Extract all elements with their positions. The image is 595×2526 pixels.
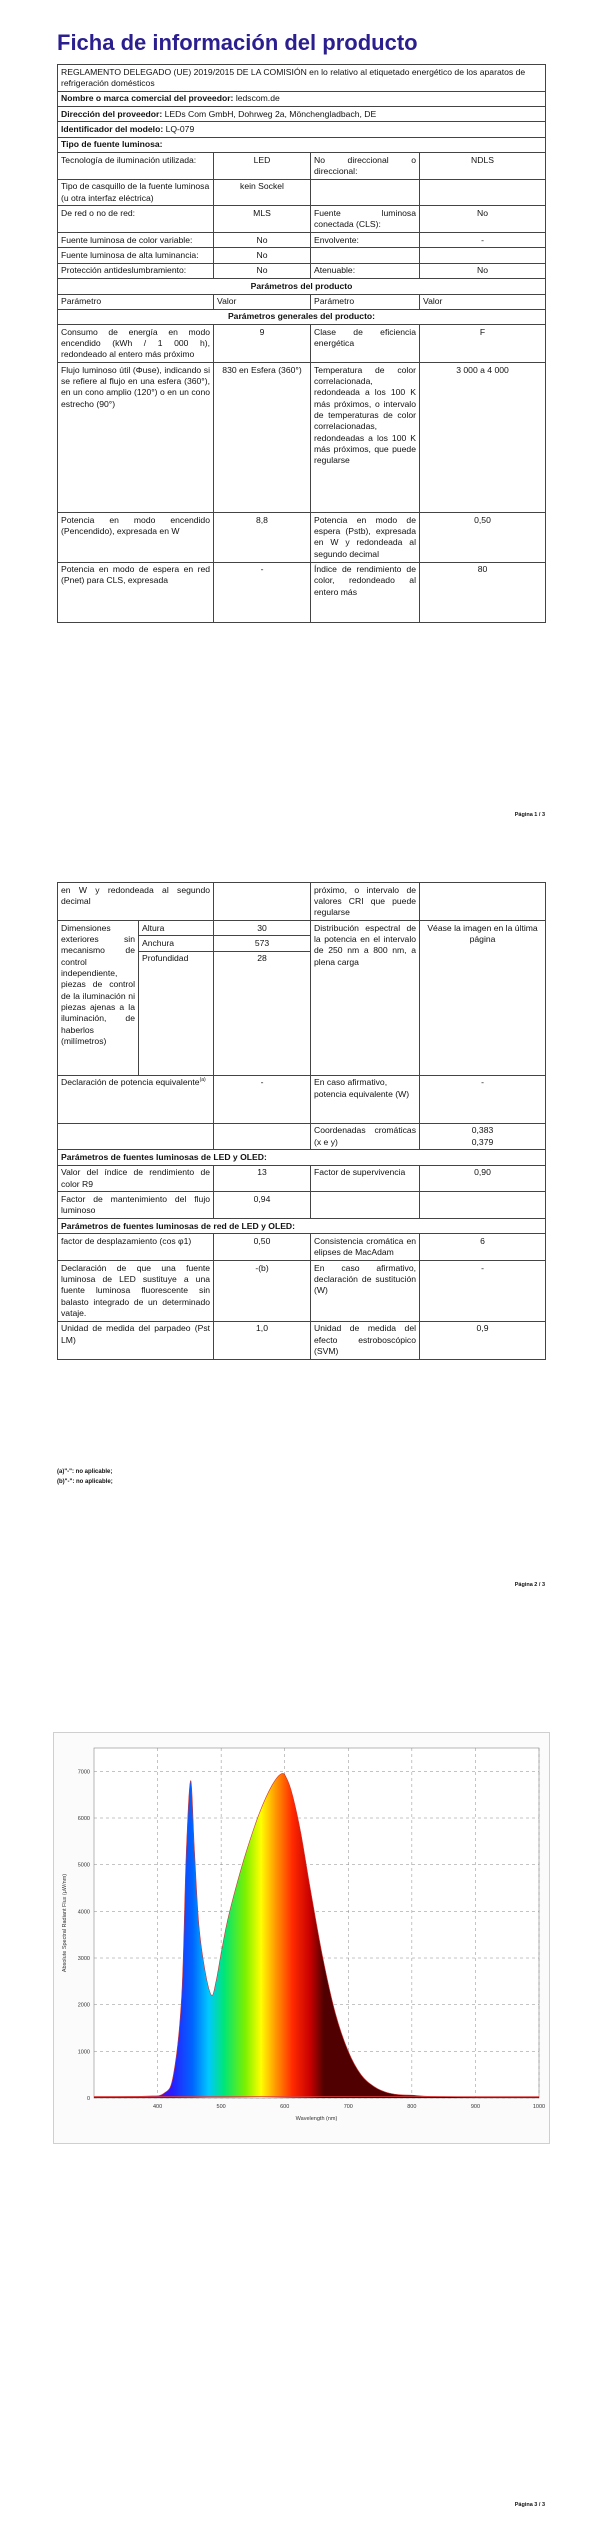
y-tick-label: 4000 (77, 1909, 90, 1916)
param-value (420, 248, 546, 263)
param-value: 80 (420, 562, 546, 622)
param-label: Tecnología de iluminación utilizada: (58, 153, 214, 180)
table-row (58, 363, 546, 513)
param-value: F (420, 325, 546, 363)
param-label (311, 248, 420, 263)
param-value: 3 000 a 4 000 (420, 363, 546, 513)
col-header-param: Parámetro (311, 294, 420, 309)
page-cut (57, 782, 547, 794)
y-axis-label: Absolute Spectral Radiant Flux (µW/nm) (62, 1873, 68, 1973)
param-label: Declaración de que una fuente luminosa de LED sustituye a una fuente luminosa fluorescente sin balasto integrado de un determinado vataje. (58, 1261, 214, 1322)
param-label: Potencia en modo de espera en red (Pnet) para CLS, expresada (58, 562, 214, 622)
y-tick-label: 3000 (77, 1956, 90, 1962)
page-number: Página 3 / 3 (514, 2502, 545, 2508)
equivalent-power-w-value: - (420, 1075, 546, 1123)
page-1 (0, 0, 595, 830)
param-label (311, 179, 420, 206)
mains-led-params-header: Parámetros de fuentes luminosas de red de LED y OLED: (58, 1219, 546, 1234)
x-axis-label: Wavelength (nm) (295, 2116, 338, 2122)
param-label: factor de desplazamiento (cos φ1) (58, 1234, 214, 1261)
page-3 (0, 1680, 595, 2526)
param-label: Atenuable: (311, 263, 420, 278)
dim-depth-label: Profundidad (139, 951, 214, 1075)
param-label (311, 1192, 420, 1219)
param-label: en W y redondeada al segundo decimal (58, 883, 214, 921)
supplier-name-row (58, 91, 546, 106)
y-tick-label: 5000 (77, 1862, 90, 1869)
y-tick-label: 6000 (77, 1816, 90, 1822)
mains-led-params-rows (58, 1234, 546, 1359)
supplier-address-label: Dirección del proveedor: (61, 108, 163, 119)
equivalent-power-w-label: En caso afirmativo, potencia equivalente (W) (311, 1075, 420, 1123)
param-value: 9 (214, 325, 311, 363)
table-row (58, 883, 546, 921)
param-value: NDLS (420, 153, 546, 180)
param-value (214, 883, 311, 921)
x-tick-label: 500 (216, 2104, 226, 2110)
param-label: Fuente luminosa de color variable: (58, 233, 214, 248)
dim-width-value: 573 (214, 936, 311, 951)
param-label: Consumo de energía en modo encendido (kWh / 1 000 h), redondeado al entero más próximo (58, 325, 214, 363)
supplier-name: ledscom.de (235, 93, 280, 104)
param-label: Factor de supervivencia (311, 1165, 420, 1192)
supplier-name-label: Nombre o marca comercial del proveedor: (61, 93, 234, 104)
col-header-param: Parámetro (58, 294, 214, 309)
led-params-header: Parámetros de fuentes luminosas de LED y OLED: (58, 1150, 546, 1165)
param-label: De red o no de red: (58, 206, 214, 233)
model-row (58, 122, 546, 137)
table-row (58, 248, 546, 263)
regulation-text: REGLAMENTO DELEGADO (UE) 2019/2015 DE LA COMISIÓN en lo relativo al etiquetado energético de los aparatos de refrigeración domésticos (58, 65, 546, 92)
footnote: (b)"-": no aplicable; (57, 1478, 113, 1485)
param-label: Tipo de casquillo de la fuente luminosa (u otra interfaz eléctrica) (58, 179, 214, 206)
param-label: Envolvente: (311, 233, 420, 248)
param-value: LED (214, 153, 311, 180)
x-tick-label: 900 (470, 2104, 481, 2110)
table-row (58, 1165, 546, 1192)
param-label: Potencia en modo de espera (Pstb), expresada en W y redondeada al segundo decimal (311, 513, 420, 562)
param-label: En caso afirmativo, declaración de sustitución (W) (311, 1261, 420, 1322)
param-label: Fuente luminosa de alta luminancia: (58, 248, 214, 263)
y-tick-label: 1000 (77, 2049, 90, 2056)
table-row (58, 562, 546, 622)
source-type-label: Tipo de fuente luminosa: (58, 137, 546, 152)
table-row (58, 233, 546, 248)
page-number: Página 1 / 3 (514, 812, 545, 818)
equivalent-power-label: Declaración de potencia equivalente (61, 1077, 200, 1088)
model-id: LQ-079 (165, 123, 195, 134)
x-tick-label: 600 (280, 2104, 290, 2110)
footnote: (a)"-": no aplicable; (57, 1469, 113, 1475)
table-row (58, 179, 546, 206)
product-info-table (57, 64, 546, 623)
param-label: Índice de rendimiento de color, redondeado al entero más (311, 562, 420, 622)
spectral-chart-svg (54, 1733, 549, 2143)
param-label: Clase de eficiencia energética (311, 325, 420, 363)
param-value: No (214, 263, 311, 278)
param-value: 0,50 (214, 1234, 311, 1261)
param-value: kein Sockel (214, 179, 311, 206)
spectral-distribution-label: Distribución espectral de la potencia en el intervalo de 250 nm a 800 nm, a plena carga (311, 921, 420, 1076)
general-params-rows (58, 325, 546, 622)
param-value: No (420, 263, 546, 278)
equivalent-power-declaration-value: - (214, 1075, 311, 1123)
param-value: No (420, 206, 546, 233)
param-label: Factor de mantenimiento del flujo luminoso (58, 1192, 214, 1219)
param-label: Valor del índice de rendimiento de color R9 (58, 1165, 214, 1192)
dim-height-label: Altura (139, 921, 214, 936)
param-value: 6 (420, 1234, 546, 1261)
param-value: No (214, 248, 311, 263)
spectral-distribution-value: Véase la imagen en la última página (420, 921, 546, 1076)
col-header-value: Valor (214, 294, 311, 309)
x-tick-label: 1000 (532, 2104, 546, 2110)
y-tick-label: 7000 (77, 1769, 90, 1776)
chromaticity-label: Coordenadas cromáticas (x e y) (311, 1123, 420, 1150)
param-value: - (420, 1261, 546, 1322)
table-row (58, 206, 546, 233)
product-info-table-continued (57, 882, 546, 1360)
page-2 (0, 860, 595, 1660)
dimensions-label: Dimensiones exteriores sin mecanismo de control independiente, piezas de control de la iluminación ni piezas ajenas a la iluminación, de haberlos (milímetros) (58, 921, 139, 1076)
table-row (58, 153, 546, 180)
table-row (58, 1192, 546, 1219)
param-value: 13 (214, 1165, 311, 1192)
y-tick-label: 2000 (77, 2002, 90, 2009)
param-value: MLS (214, 206, 311, 233)
param-label: Flujo luminoso útil (Φuse), indicando si se refiere al flujo en una esfera (360°), en un cono amplio (120°) o en un cono estrecho (90°) (58, 363, 214, 513)
supplier-address: LEDs Com GmbH, Dohrweg 2a, Mönchengladbach, DE (164, 108, 377, 119)
param-value: -(b) (214, 1261, 311, 1322)
led-params-rows (58, 1165, 546, 1218)
continued-rows (58, 883, 546, 921)
param-label: Fuente luminosa conectada (CLS): (311, 206, 420, 233)
param-value: 1,0 (214, 1321, 311, 1359)
param-value (420, 179, 546, 206)
param-label: Protección antideslumbramiento: (58, 263, 214, 278)
page-title: Ficha de información del producto (57, 30, 418, 55)
param-label: Consistencia cromática en elipses de MacAdam (311, 1234, 420, 1261)
param-value (420, 883, 546, 921)
x-tick-label: 700 (343, 2104, 353, 2110)
param-value (420, 1192, 546, 1219)
footnote-ref: (a) (199, 1077, 206, 1084)
x-tick-label: 800 (407, 2104, 417, 2110)
param-value: 0,9 (420, 1321, 546, 1359)
supplier-address-row (58, 107, 546, 122)
param-label: No direccional o direccional: (311, 153, 420, 180)
param-value: 0,50 (420, 513, 546, 562)
table-row (58, 1261, 546, 1322)
footnotes (57, 1468, 113, 1487)
param-value: 830 en Esfera (360°) (214, 363, 311, 513)
dim-depth-value: 28 (214, 951, 311, 1075)
params-header: Parámetros del producto (58, 279, 546, 294)
param-value: 0,94 (214, 1192, 311, 1219)
param-value: 0,90 (420, 1165, 546, 1192)
table-row (58, 1234, 546, 1261)
param-label: Unidad de medida del parpadeo (Pst LM) (58, 1321, 214, 1359)
param-label: Potencia en modo encendido (Pencendido), expresada en W (58, 513, 214, 562)
param-value: 8,8 (214, 513, 311, 562)
dim-width-label: Anchura (139, 936, 214, 951)
param-label: Temperatura de color correlacionada, redondeada a los 100 K más próximos, o intervalo de temperaturas de color correlacionadas, redondeadas a los 100 K más próximos, que puede regularse (311, 363, 420, 513)
table-row (58, 1321, 546, 1359)
param-value: No (214, 233, 311, 248)
param-value: - (420, 233, 546, 248)
col-header-value: Valor (420, 294, 546, 309)
param-value: - (214, 562, 311, 622)
equivalent-power-declaration (58, 1075, 214, 1123)
spectral-chart (53, 1732, 550, 2144)
dim-height-value: 30 (214, 921, 311, 936)
y-tick-label: 0 (86, 2096, 90, 2102)
table-row (58, 325, 546, 363)
table-row (58, 263, 546, 278)
page-number: Página 2 / 3 (514, 1582, 545, 1588)
param-label: Unidad de medida del efecto estroboscópico (SVM) (311, 1321, 420, 1359)
chromaticity-value: 0,383 0,379 (420, 1123, 546, 1150)
model-label: Identificador del modelo: (61, 123, 164, 134)
x-tick-label: 400 (152, 2104, 163, 2110)
param-label: próximo, o intervalo de valores CRI que puede regularse (311, 883, 420, 921)
general-params-header: Parámetros generales del producto: (58, 309, 546, 324)
source-type-rows (58, 153, 546, 279)
table-row (58, 513, 546, 562)
